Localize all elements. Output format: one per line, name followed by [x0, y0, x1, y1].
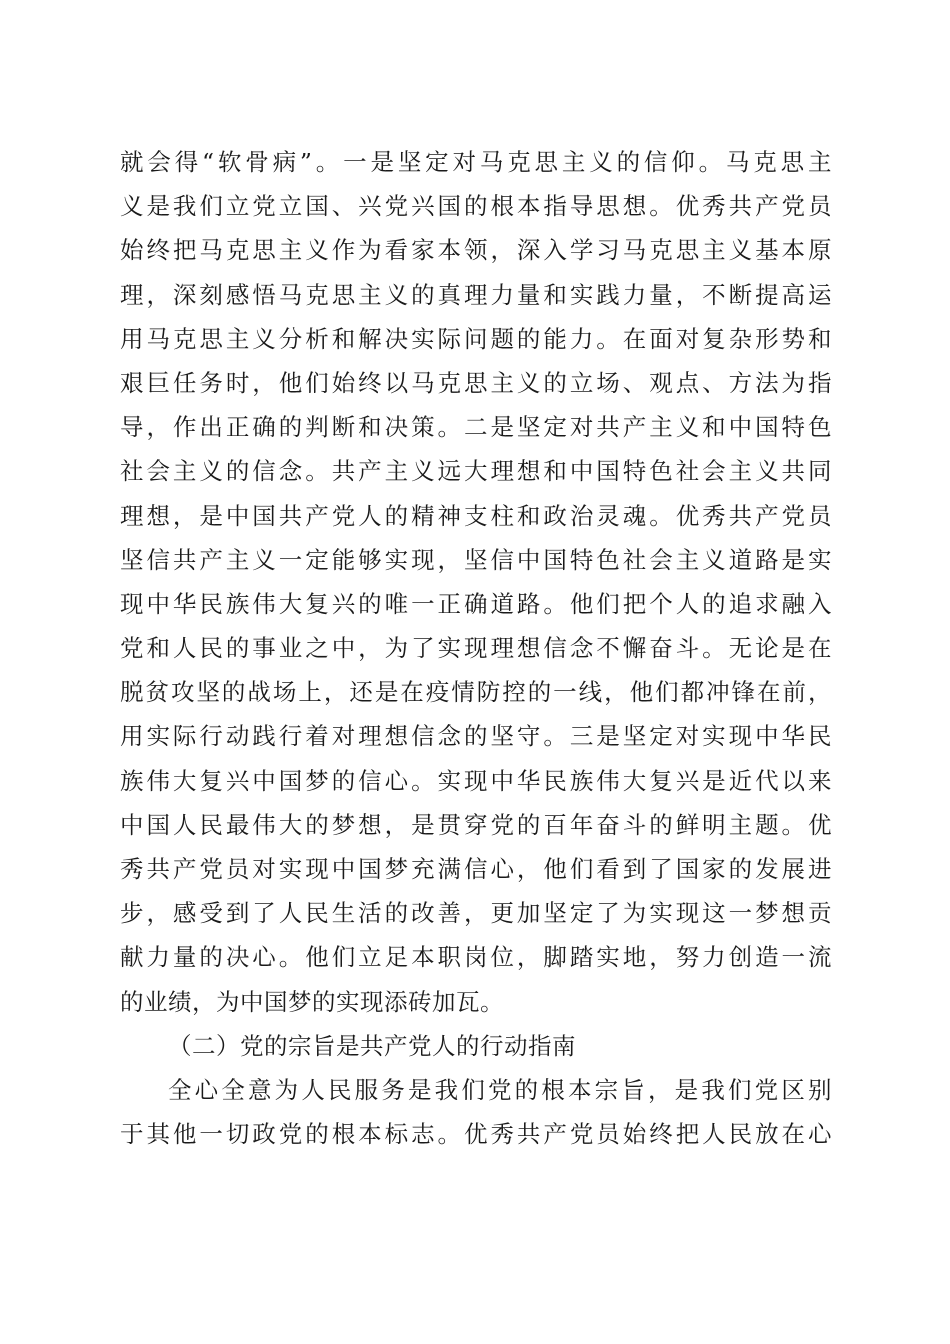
section-heading: （二）党的宗旨是共产党人的行动指南 — [168, 1031, 576, 1060]
text-line: 义是我们立党立国、兴党兴国的根本指导思想。优秀共产党员 — [120, 192, 832, 221]
text-line: 于其他一切政党的根本标志。优秀共产党员始终把人民放在心 — [120, 1120, 832, 1149]
text-line: 导，作出正确的判断和决策。二是坚定对共产主义和中国特色 — [120, 413, 832, 442]
text-line: 秀共产党员对实现中国梦充满信心，他们看到了国家的发展进 — [120, 855, 832, 883]
body-text — [120, 140, 832, 1156]
text-line: 始终把马克思主义作为看家本领，深入学习马克思主义基本原 — [120, 236, 832, 265]
text-line: 坚信共产主义一定能够实现，坚信中国特色社会主义道路是实 — [120, 545, 832, 574]
text-line: 用实际行动践行着对理想信念的坚守。三是坚定对实现中华民 — [120, 722, 832, 751]
text-line: 中国人民最伟大的梦想，是贯穿党的百年奋斗的鲜明主题。优 — [120, 810, 832, 839]
text-line: 献力量的决心。他们立足本职岗位，脚踏实地，努力创造一流 — [120, 943, 832, 972]
text-line: 党和人民的事业之中，为了实现理想信念不懈奋斗。无论是在 — [120, 634, 832, 663]
text-line: 的业绩，为中国梦的实现添砖加瓦。 — [120, 987, 504, 1016]
text-line: 步，感受到了人民生活的改善，更加坚定了为实现这一梦想贡 — [120, 899, 832, 928]
text-line: 理，深刻感悟马克思主义的真理力量和实践力量，不断提高运 — [120, 280, 832, 309]
text-line: 就会得“软骨病”。一是坚定对马克思主义的信仰。马克思主 — [120, 148, 832, 176]
text-line: 全心全意为人民服务是我们党的根本宗旨，是我们党区别 — [168, 1075, 832, 1104]
text-line: 理想，是中国共产党人的精神支柱和政治灵魂。优秀共产党员 — [120, 501, 832, 530]
text-line: 用马克思主义分析和解决实际问题的能力。在面对复杂形势和 — [120, 324, 832, 353]
text-line: 现中华民族伟大复兴的唯一正确道路。他们把个人的追求融入 — [120, 589, 832, 618]
text-line: 艰巨任务时，他们始终以马克思主义的立场、观点、方法为指 — [120, 368, 832, 397]
text-line: 社会主义的信念。共产主义远大理想和中国特色社会主义共同 — [120, 457, 832, 486]
text-line: 族伟大复兴中国梦的信心。实现中华民族伟大复兴是近代以来 — [120, 766, 832, 795]
text-line: 脱贫攻坚的战场上，还是在疫情防控的一线，他们都冲锋在前， — [120, 678, 832, 707]
